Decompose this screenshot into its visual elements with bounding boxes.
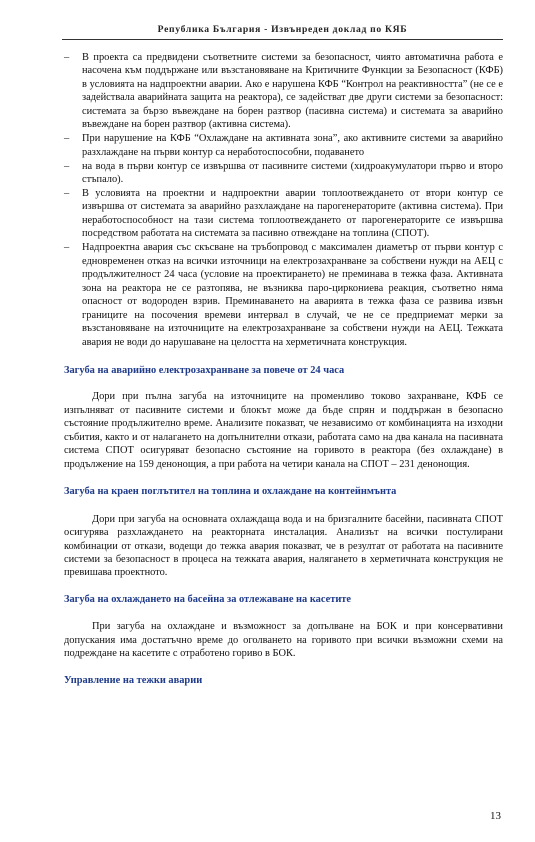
bullet-item: – При нарушение на КФБ “Охлаждане на активната зона”, ако активните системи за аварийно разхлаждане на първи контур са неработоспособни, подаването	[64, 133, 503, 158]
header-divider	[62, 39, 503, 40]
section-paragraph: Дори при пълна загуба на източниците на променливо токово захранване, КФБ се изпълняват от пасивните системи и блокът може да бъде спрян и поддържан в безопасно състояние продължително време. Анализите показват, че независимо от комбинацията на изходни събития, както и от налагането на допълнителни откази, работата само на два канала на пасивната система СПОТ осигуряват безопасно състояние на горивото в реактора (без охлаждане) в продължение на 159 денонощия, а при работа на четири канала на СПОТ – 231 денонощия.	[64, 391, 503, 470]
page-number: 13	[490, 810, 501, 822]
page-body	[64, 51, 503, 687]
bullet-item: – В проекта са предвидени съответните системи за безопасност, чиято автоматична работа е насочена към поддържане или възстановяване на Критичните Функции за Безопасност (КФБ) в условията на надпроектни аварии. Ако е нарушена КФБ “Контрол на реактивността” (не се е задействала аварийната защита на реактора), се задействат две други системи за безопасност: системата за бързо въвеждане на борен разтвор (пасивна система) и системата за аварийно въвеждане на борен разтвор (активна система).	[64, 52, 503, 131]
running-header: Република България - Извънреден доклад по КЯБ	[157, 24, 408, 35]
section-heading: Загуба на краен поглътител на топлина и охлаждане на контейнмънта	[64, 486, 397, 498]
section-paragraph: Дори при загуба на основната охлаждаща вода и на бризгалните басейни, пасивната СПОТ осигурява разхлаждането на реакторната инсталация. Анализът на всички постулирани комбинации от откази, водещи до тежка авария показват, че в резултат от работата на пасивните системи за безопасност в процеса на тежката авария, налягането в херметичната конструкция не превишава проектното.	[64, 513, 503, 579]
bullet-item: – Надпроектна авария със скъсване на тръбопровод с максимален диаметър от първи контур с едновременен отказ на всички източници на електрозахранване за собствени нужди на АЕЦ с продължителност 24 часа (условие на проектирането) не преминава в тежка фаза. Активната зона на реактора не се разтопява, не възниква паро-циркониева реакция, съответно няма опасност от водороден взрив. Преминаването на аварията в тежка фаза се развива извън границите на посочения времеви интервал в случай, че не се предприемат мерки за възстановяване на източниците на електрозахранване за собствени нужди на АЕЦ. Тежката авария не води до нарушаване на целостта на херметичната конструкция.	[64, 242, 503, 348]
dash-bullet-icon: –	[64, 52, 70, 63]
dash-bullet-icon: –	[64, 160, 70, 172]
bullet-list	[64, 51, 503, 349]
section-heading: Управление на тежки аварии	[64, 674, 203, 686]
section-paragraph: При загуба на охлаждане и възможност за допълване на БОК и при консервативни допускания има достатъчно време до оголването на горивото при всички възможни схеми на подреждане на касетите с отработено гориво в БОК.	[64, 621, 503, 660]
section-heading: Загуба на охлаждането на басейна за отлежаване на касетите	[64, 593, 352, 605]
dash-bullet-icon: –	[64, 188, 70, 200]
dash-bullet-icon: –	[64, 242, 70, 254]
dash-bullet-icon: –	[64, 133, 70, 145]
section-heading: Загуба на аварийно електрозахранване за повече от 24 часа	[64, 364, 345, 376]
bullet-item: – В условията на проектни и надпроектни аварии топлоотвеждането от втори контур се извършва от системата за аварийно разхлаждане на парогенераторите (активна система). При неработоспособност на тази система топлоотвеждането от парогенераторите се извършва посредством работата на системата за пасивно отвеждане на топлина (СПОТ).	[64, 188, 503, 240]
bullet-item: – на вода в първи контур се извършва от пасивните системи (хидроакумулатори първо и второ стъпало).	[64, 160, 503, 186]
